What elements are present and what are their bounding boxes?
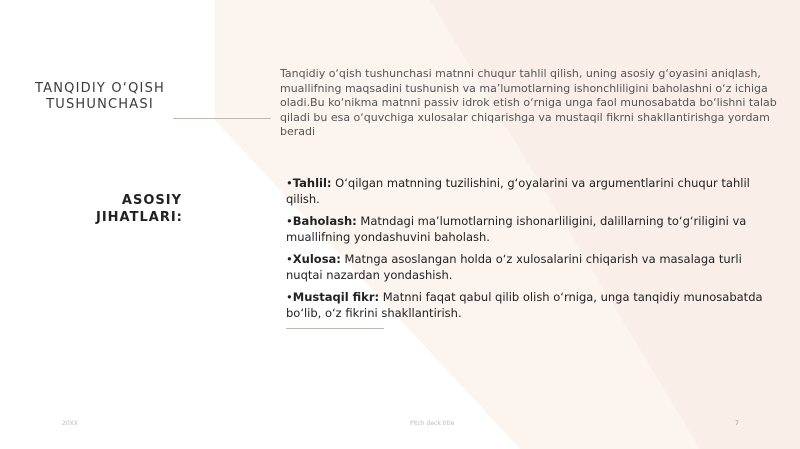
bottom-divider [286, 328, 384, 329]
footer-date: 20XX [62, 420, 78, 427]
key-aspects-list [286, 176, 766, 328]
title-divider [173, 118, 271, 119]
bullet-term: Xulosa: [292, 252, 341, 266]
bullet-text: Matndagi ma’lumotlarning ishonarliligini, dalillarning to‘g‘riligini va muallifning yondashuvini baholash. [286, 214, 747, 244]
key-aspects-heading: ASOSIY JIHATLARI: [96, 193, 183, 225]
bullet-term: Tahlil: [292, 176, 332, 190]
bullet-term: Mustaqil fikr: [292, 290, 380, 304]
list-item: •Mustaqil fikr: Matnni faqat qabul qilib olish o‘rniga, unga tanqidiy munosabatda bo‘lib, o‘z fikrini shakllantirish. [286, 290, 763, 320]
bullet-term: Baholash: [292, 214, 357, 228]
footer-title: Pitch deck title [410, 420, 455, 427]
slide-title: TANQIDIY O‘QISH TUSHUNCHASI [35, 81, 165, 112]
page-number: 7 [735, 420, 739, 427]
bullet-text: Matnga asoslangan holda o‘z xulosalarini chiqarish va masalaga turli nuqtai nazardan yondashish. [286, 252, 742, 282]
list-item: •Baholash: Matndagi ma’lumotlarning ishonarliligini, dalillarning to‘g‘riligini va muallifning yondashuvini baholash. [286, 214, 747, 244]
list-item: •Tahlil: O‘qilgan matnning tuzilishini, g‘oyalarini va argumentlarini chuqur tahlil qilish. [286, 176, 750, 206]
bullet-text: Matnni faqat qabul qilib olish o‘rniga, unga tanqidiy munosabatda bo‘lib, o‘z fikrini shakllantirish. [286, 290, 763, 320]
intro-paragraph: Tanqidiy o‘qish tushunchasi matnni chuqur tahlil qilish, uning asosiy g‘oyasini aniqlash, muallifning maqsadini tushunish va ma’lumotlarning ishonchliligini baholashni o‘z ichiga oladi.Bu ko‘nikma matnni passiv idrok etish o‘rniga unga faol munosabatda bo‘lishni talab qiladi bu esa o‘quvchiga xulosalar chiqarishga va mustaqil fikrni shakllantirishga yordam beradi [280, 67, 777, 138]
bullet-text: O‘qilgan matnning tuzilishini, g‘oyalarini va argumentlarini chuqur tahlil qilish. [286, 176, 750, 206]
list-item: •Xulosa: Matnga asoslangan holda o‘z xulosalarini chiqarish va masalaga turli nuqtai nazardan yondashish. [286, 252, 742, 282]
